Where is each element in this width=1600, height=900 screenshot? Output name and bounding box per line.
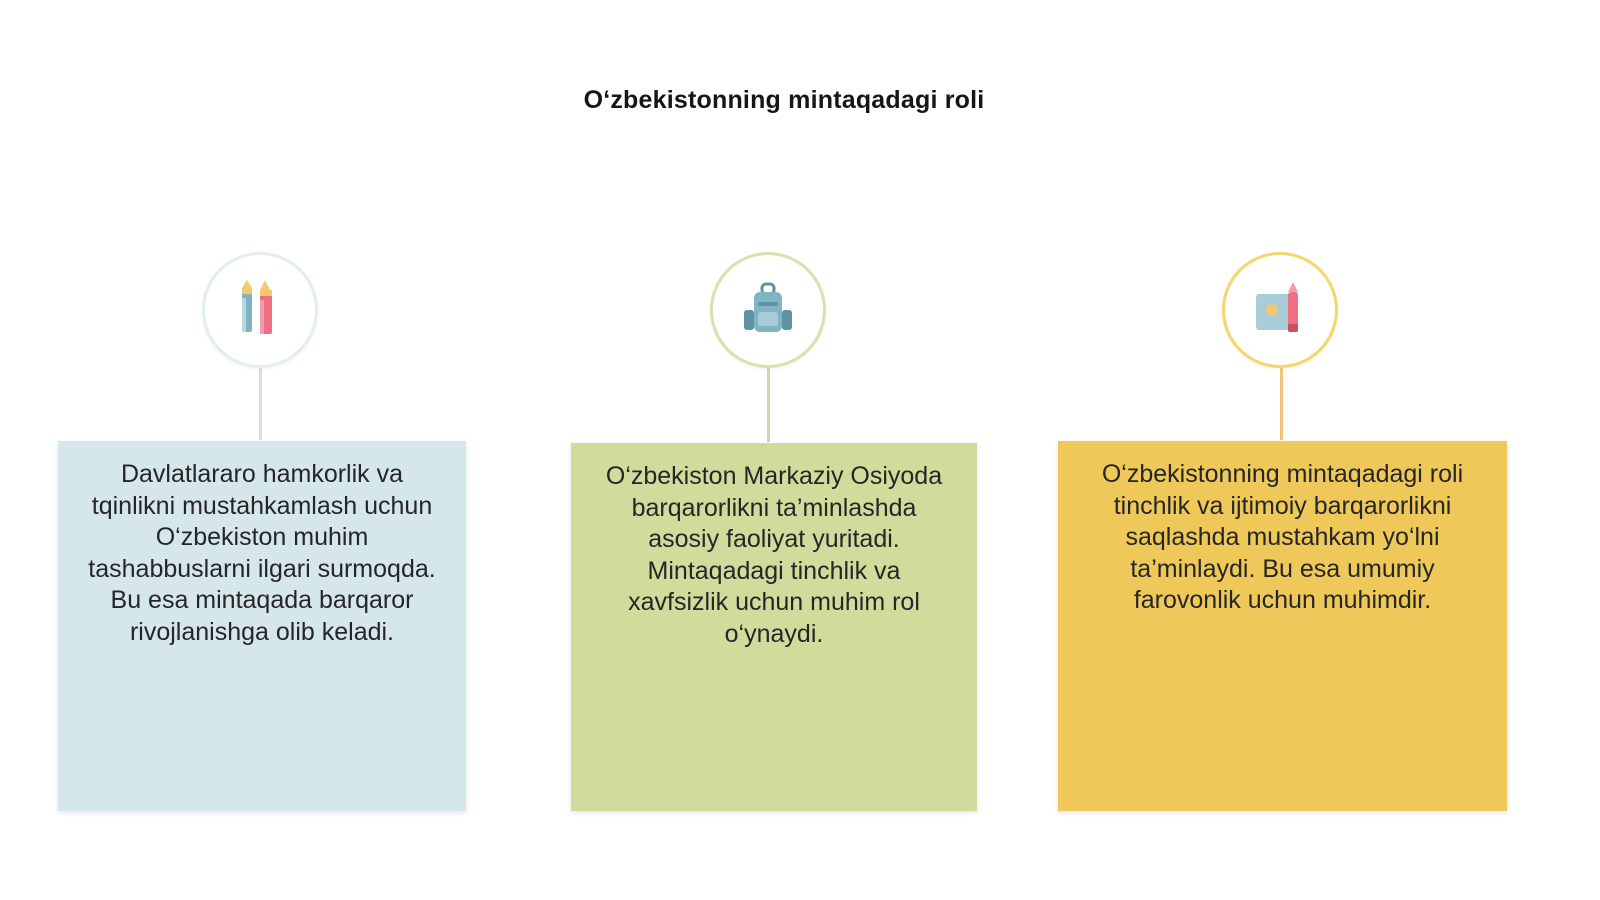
pencils-icon — [230, 278, 290, 342]
connector-3 — [1280, 368, 1283, 440]
backpack-icon — [736, 278, 800, 342]
connector-2 — [767, 368, 770, 442]
drawing-pencil-icon — [1248, 278, 1312, 342]
icon-circle-3 — [1222, 252, 1338, 368]
icon-circle-2 — [710, 252, 826, 368]
info-card-1-text: Davlatlararo hamkorlik va tqinlikni mustahkamlash uchun O‘zbekiston muhim tashabbuslarni ilgari surmoqda. Bu esa mintaqada barqaror rivojlanishga olib keladi. — [88, 460, 436, 646]
info-card-1 — [58, 441, 466, 811]
info-card-2 — [571, 443, 977, 811]
info-card-3-text: O‘zbekistonning mintaqadagi roli tinchlik va ijtimoiy barqarorlikni saqlashda mustahkam yo‘lni ta’minlaydi. Bu esa umumiy farovonlik uchun muhimdir. — [1101, 460, 1464, 614]
icon-circle-1 — [202, 252, 318, 368]
connector-1 — [259, 368, 262, 440]
slide-title: O‘zbekistonning mintaqadagi roli — [583, 86, 985, 114]
info-card-2-text: O‘zbekiston Markaziy Osiyoda barqarorlikni ta’minlashda asosiy faoliyat yuritadi. Mintaqadagi tinchlik va xavfsizlik uchun muhim rol o‘ynaydi. — [605, 462, 943, 648]
info-card-3 — [1058, 441, 1507, 811]
